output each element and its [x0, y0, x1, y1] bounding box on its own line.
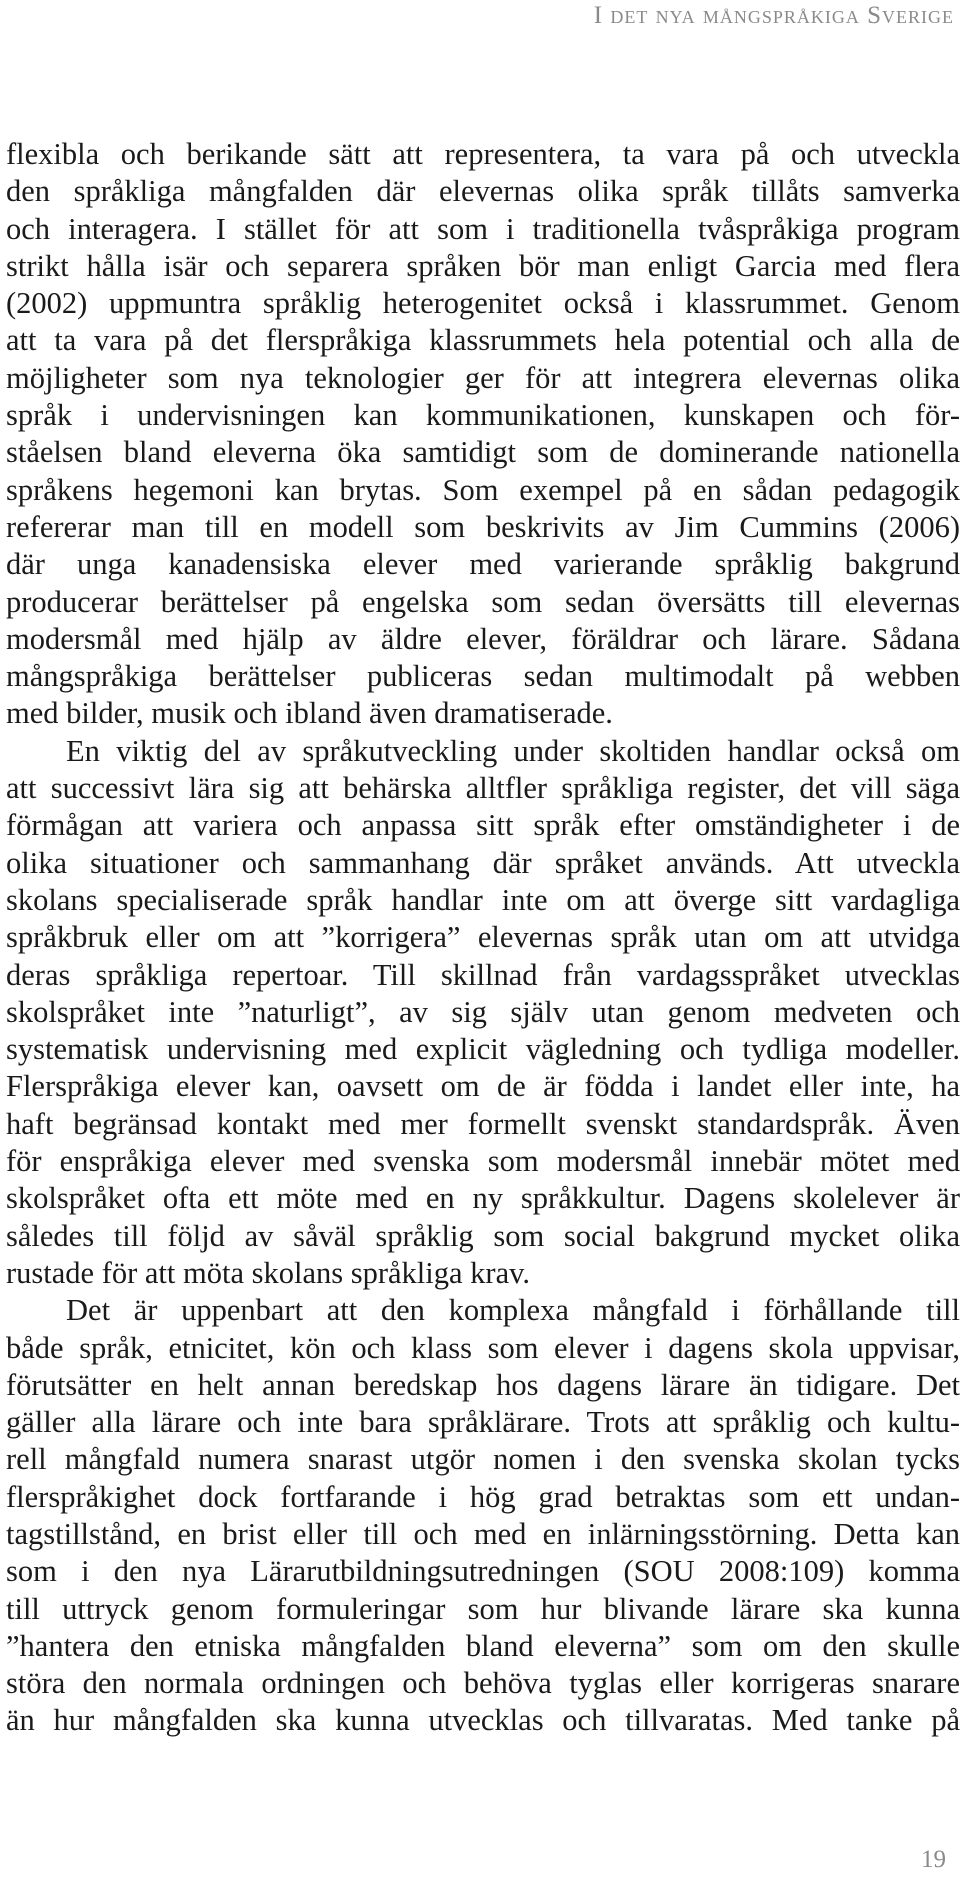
text-line: således till följd av såväl språklig som social bakgrund mycket olika [6, 1218, 960, 1253]
text-line: språkens hegemoni kan brytas. Som exempel på en sådan pedagogik [6, 472, 960, 507]
text-line: skolspråket ofta ett möte med en ny språkkultur. Dagens skolelever är [6, 1181, 960, 1216]
running-header: I det nya mångspråkiga Sverige [593, 2, 954, 29]
text-line: förutsätter en helt annan beredskap hos dagens lärare än tidigare. Det [6, 1367, 960, 1402]
text-line: än hur mångfalden ska kunna utvecklas och tillvaratas. Med tanke på [6, 1703, 960, 1738]
text-line: som i den nya Lärarutbildningsutredningen (SOU 2008:109) komma [6, 1554, 960, 1589]
text-line: haft begränsad kontakt med mer formellt svenskt standardspråk. Även [6, 1106, 960, 1141]
text-line: skolans specialiserade språk handlar inte om att överge sitt vardagliga [6, 882, 960, 917]
text-line: att successivt lära sig att behärska alltfler språkliga register, det vill säga [6, 771, 960, 806]
text-line: mångspråkiga berättelser publiceras sedan multimodalt på webben [6, 659, 960, 694]
paragraph-3 [6, 1292, 960, 1740]
text-line: ”hantera den etniska mångfalden bland eleverna” som om den skulle [6, 1628, 960, 1663]
text-line: att ta vara på det flerspråkiga klassrummets hela potential och alla de [6, 323, 960, 358]
text-line: både språk, etnicitet, kön och klass som elever i dagens skola uppvisar, [6, 1330, 960, 1365]
text-line: och interagera. I stället för att som i traditionella tvåspråkiga program [6, 211, 960, 246]
text-line: skolspråket inte ”naturligt”, av sig själv utan genom medveten och [6, 994, 960, 1029]
text-line: den språkliga mångfalden där elevernas olika språk tillåts samverka [6, 174, 960, 209]
text-line: Flerspråkiga elever kan, oavsett om de är födda i landet eller inte, ha [6, 1069, 960, 1104]
text-line: rell mångfald numera snarast utgör nomen i den svenska skolan tycks [6, 1442, 960, 1477]
text-line: flerspråkighet dock fortfarande i hög grad betraktas som ett undan- [6, 1479, 960, 1514]
text-line: modersmål med hjälp av äldre elever, föräldrar och lärare. Sådana [6, 621, 960, 656]
text-line: systematisk undervisning med explicit vägledning och tydliga modeller. [6, 1032, 960, 1067]
page-number: 19 [921, 1846, 946, 1873]
paragraph-1 [6, 136, 960, 733]
text-line: förmågan att variera och anpassa sitt språk efter omständigheter i de [6, 808, 960, 843]
text-line: med bilder, musik och ibland även dramatiserade. [6, 696, 613, 731]
paragraph-2 [6, 733, 960, 1292]
text-line: för enspråkiga elever med svenska som modersmål innebär mötet med [6, 1144, 960, 1179]
text-line: ståelsen bland eleverna öka samtidigt som de dominerande nationella [6, 435, 960, 470]
text-line: olika situationer och sammanhang där språket används. Att utveckla [6, 845, 960, 880]
text-line: tagstillstånd, en brist eller till och med en inlärningsstörning. Detta kan [6, 1516, 960, 1551]
body-text [6, 136, 960, 1740]
text-line: till uttryck genom formuleringar som hur blivande lärare ska kunna [6, 1591, 960, 1626]
text-line: deras språkliga repertoar. Till skillnad från vardagsspråket utvecklas [6, 957, 960, 992]
text-line: störa den normala ordningen och behöva tyglas eller korrigeras snarare [6, 1666, 960, 1701]
text-line: möjligheter som nya teknologier ger för att integrera elevernas olika [6, 360, 960, 395]
text-line: Det är uppenbart att den komplexa mångfald i förhållande till [66, 1293, 960, 1328]
text-line: språk i undervisningen kan kommunikationen, kunskapen och för- [6, 398, 960, 433]
text-line: strikt hålla isär och separera språken bör man enligt Garcia med flera [6, 248, 960, 283]
text-line: (2002) uppmuntra språklig heterogenitet också i klassrummet. Genom [6, 286, 960, 321]
text-line: där unga kanadensiska elever med varierande språklig bakgrund [6, 547, 960, 582]
text-line: rustade för att möta skolans språkliga krav. [6, 1255, 530, 1290]
text-line: producerar berättelser på engelska som sedan översätts till elevernas [6, 584, 960, 619]
text-line: En viktig del av språkutveckling under skoltiden handlar också om [66, 733, 960, 768]
text-line: gäller alla lärare och inte bara språklärare. Trots att språklig och kultu- [6, 1405, 960, 1440]
text-line: flexibla och berikande sätt att representera, ta vara på och utveckla [6, 137, 960, 171]
text-line: språkbruk eller om att ”korrigera” elevernas språk utan om att utvidga [6, 920, 960, 955]
text-line: refererar man till en modell som beskrivits av Jim Cummins (2006) [6, 509, 960, 544]
